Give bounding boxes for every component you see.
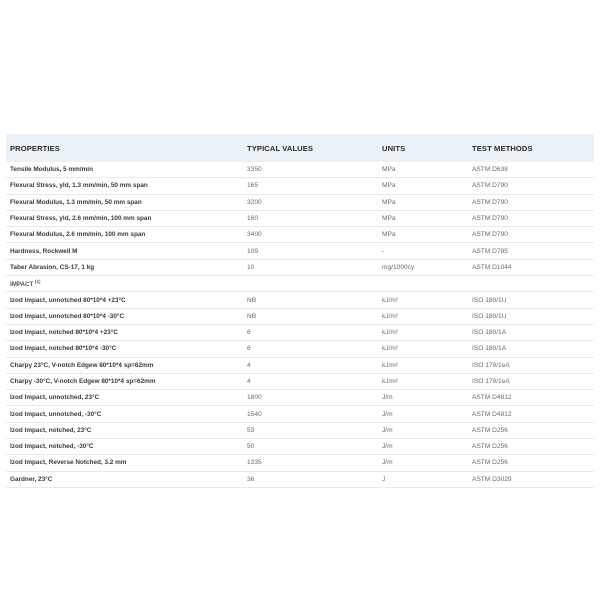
- property-cell: Izod Impact, notched 80*10*4 -30°C: [6, 341, 243, 357]
- value-cell: 4: [243, 357, 378, 373]
- method-cell: ISO 179/1eA: [468, 373, 594, 389]
- table-row: [6, 227, 594, 243]
- value-cell: 109: [243, 243, 378, 259]
- value-cell: 6: [243, 341, 378, 357]
- value-cell: 50: [243, 439, 378, 455]
- property-cell: Izod Impact, notched, 23°C: [6, 422, 243, 438]
- unit-cell: J/m: [378, 390, 468, 406]
- value-cell: 160: [243, 210, 378, 226]
- unit-cell: J/m: [378, 406, 468, 422]
- table-row: [6, 373, 594, 389]
- unit-cell: MPa: [378, 210, 468, 226]
- property-cell: Izod Impact, notched 80*10*4 +23°C: [6, 324, 243, 340]
- table-row: [6, 259, 594, 275]
- table-header-row: [6, 134, 594, 162]
- property-cell: Izod Impact, unnotched 80*10*4 -30°C: [6, 308, 243, 324]
- empty-cell: [243, 276, 378, 292]
- method-cell: ASTM D4812: [468, 406, 594, 422]
- method-cell: ASTM D3029: [468, 471, 594, 487]
- method-cell: ASTM D256: [468, 422, 594, 438]
- method-cell: ASTM D790: [468, 178, 594, 194]
- unit-cell: -: [378, 243, 468, 259]
- unit-cell: MPa: [378, 178, 468, 194]
- property-cell: Izod Impact, unnotched, 23°C: [6, 390, 243, 406]
- value-cell: NB: [243, 308, 378, 324]
- value-cell: 3400: [243, 227, 378, 243]
- table-row: [6, 308, 594, 324]
- property-cell: Charpy 23°C, V-notch Edgew 80*10*4 sp=62mm: [6, 357, 243, 373]
- method-cell: ISO 180/1U: [468, 308, 594, 324]
- unit-cell: J/m: [378, 455, 468, 471]
- value-cell: NB: [243, 292, 378, 308]
- value-cell: 4: [243, 373, 378, 389]
- method-cell: ASTM D638: [468, 162, 594, 178]
- value-cell: 165: [243, 178, 378, 194]
- value-cell: 3350: [243, 162, 378, 178]
- property-cell: Izod Impact, unnotched 80*10*4 +23°C: [6, 292, 243, 308]
- header-units: UNITS: [378, 134, 468, 162]
- table-row: [6, 357, 594, 373]
- table-row: [6, 471, 594, 487]
- method-cell: ASTM D790: [468, 194, 594, 210]
- section-heading: [6, 276, 243, 292]
- table-row: [6, 439, 594, 455]
- value-cell: 36: [243, 471, 378, 487]
- property-cell: Izod Impact, notched, -30°C: [6, 439, 243, 455]
- unit-cell: kJ/m²: [378, 373, 468, 389]
- unit-cell: kJ/m²: [378, 292, 468, 308]
- property-cell: Flexural Stress, yld, 2.6 mm/min, 100 mm span: [6, 210, 243, 226]
- unit-cell: MPa: [378, 194, 468, 210]
- method-cell: ISO 180/1A: [468, 324, 594, 340]
- property-cell: Flexural Modulus, 1.3 mm/min, 50 mm span: [6, 194, 243, 210]
- value-cell: 1800: [243, 390, 378, 406]
- table-row: [6, 422, 594, 438]
- table-row: [6, 210, 594, 226]
- table-row: [6, 162, 594, 178]
- table-row: [6, 455, 594, 471]
- method-cell: ASTM D790: [468, 210, 594, 226]
- method-cell: ISO 180/1U: [468, 292, 594, 308]
- value-cell: 1540: [243, 406, 378, 422]
- method-cell: ASTM D4812: [468, 390, 594, 406]
- method-cell: ASTM D790: [468, 227, 594, 243]
- property-cell: Flexural Stress, yld, 1.3 mm/min, 50 mm span: [6, 178, 243, 194]
- unit-cell: J/m: [378, 439, 468, 455]
- empty-cell: [378, 276, 468, 292]
- table-row: [6, 324, 594, 340]
- section-label: IMPACT: [10, 281, 34, 289]
- table-row: [6, 243, 594, 259]
- unit-cell: kJ/m²: [378, 308, 468, 324]
- unit-cell: J/m: [378, 422, 468, 438]
- unit-cell: kJ/m²: [378, 341, 468, 357]
- header-typical-values: TYPICAL VALUES: [243, 134, 378, 162]
- property-cell: Charpy -30°C, V-notch Edgew 80*10*4 sp=62mm: [6, 373, 243, 389]
- method-cell: ISO 180/1A: [468, 341, 594, 357]
- empty-cell: [468, 276, 594, 292]
- method-cell: ASTM D256: [468, 455, 594, 471]
- value-cell: 6: [243, 324, 378, 340]
- unit-cell: MPa: [378, 162, 468, 178]
- value-cell: 10: [243, 259, 378, 275]
- property-cell: Izod Impact, unnotched, -30°C: [6, 406, 243, 422]
- value-cell: 53: [243, 422, 378, 438]
- unit-cell: kJ/m²: [378, 357, 468, 373]
- method-cell: ASTM D1044: [468, 259, 594, 275]
- unit-cell: mg/1000cy: [378, 259, 468, 275]
- property-cell: Hardness, Rockwell M: [6, 243, 243, 259]
- table-row: [6, 406, 594, 422]
- unit-cell: MPa: [378, 227, 468, 243]
- table-row: [6, 341, 594, 357]
- header-properties: PROPERTIES: [6, 134, 243, 162]
- property-cell: Gardner, 23°C: [6, 471, 243, 487]
- unit-cell: J: [378, 471, 468, 487]
- table-row: [6, 194, 594, 210]
- value-cell: 1335: [243, 455, 378, 471]
- property-cell: Tensile Modulus, 5 mm/min: [6, 162, 243, 178]
- property-cell: Taber Abrasion, CS-17, 1 kg: [6, 259, 243, 275]
- method-cell: ASTM D785: [468, 243, 594, 259]
- section-row-impact: [6, 276, 594, 292]
- method-cell: ISO 179/1eA: [468, 357, 594, 373]
- table-row: [6, 178, 594, 194]
- properties-table-container: [6, 134, 594, 488]
- section-footnote: (1): [35, 279, 41, 285]
- properties-table: [6, 134, 594, 488]
- method-cell: ASTM D256: [468, 439, 594, 455]
- table-row: [6, 292, 594, 308]
- property-cell: Izod Impact, Reverse Notched, 3.2 mm: [6, 455, 243, 471]
- table-row: [6, 390, 594, 406]
- unit-cell: kJ/m²: [378, 324, 468, 340]
- header-test-methods: TEST METHODS: [468, 134, 594, 162]
- property-cell: Flexural Modulus, 2.6 mm/min, 100 mm span: [6, 227, 243, 243]
- value-cell: 3200: [243, 194, 378, 210]
